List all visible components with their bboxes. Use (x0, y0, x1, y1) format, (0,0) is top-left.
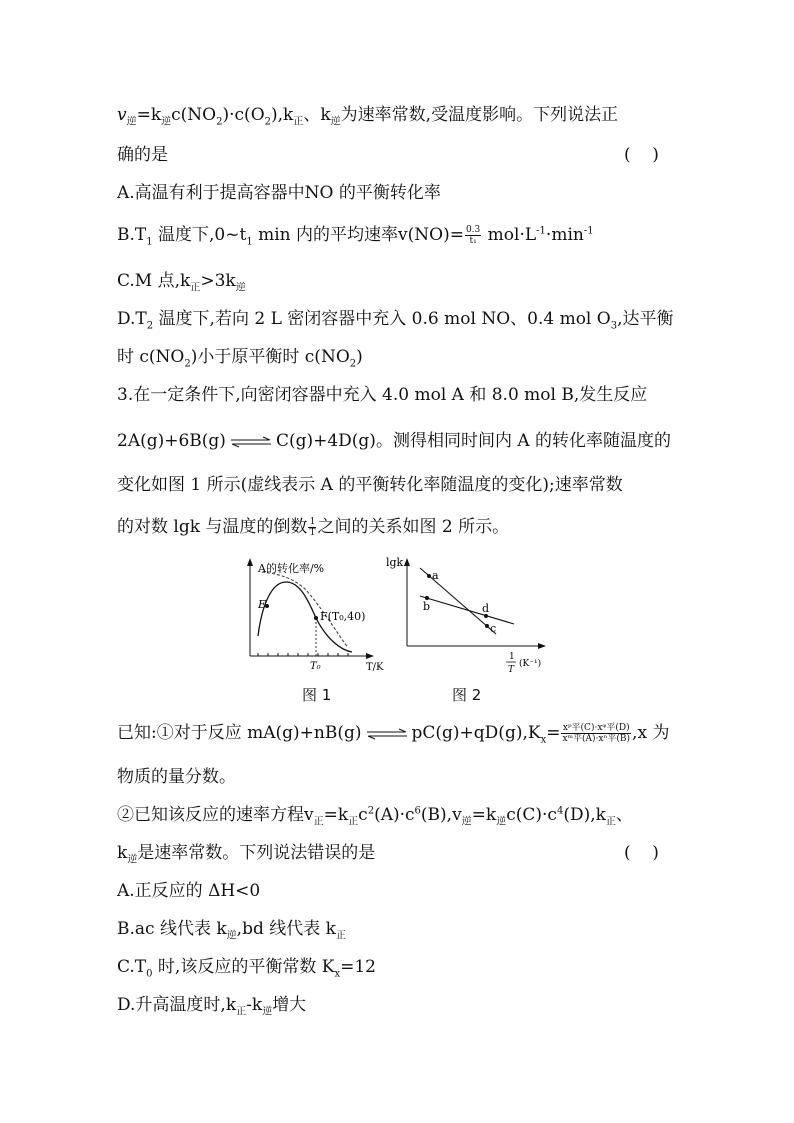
figure-2-x-axis-denominator: T (508, 665, 515, 675)
q3-stem-line3: 变化如图 1 所示(虚线表示 A 的平衡转化率随温度的变化);速率常数 (117, 475, 623, 495)
q2-option-d-line2: 时 $c(NO_2)$小于原平衡时 $c(NO_2)$ (117, 347, 363, 370)
equilibrium-constant-fraction: $\frac{\text{xᵖ平(C)·xᵠ平(D)}}{\text{xᵐ平(A)·xⁿ平(B)}}$ (562, 723, 631, 744)
q2-option-b-fraction: $\frac{0.3}{\text{t₁}}$ (465, 225, 481, 246)
q2-option-a: A.高温有利于提高容器中NO 的平衡转化率 (117, 183, 441, 203)
figure-1-caption: 图 1 (302, 686, 332, 704)
q2-option-d-line1: $D.T_2$ 温度下,若向 2 L 密闭容器中充入 0.6 mol NO、0.4 mol $O_3$,达平衡 (117, 309, 674, 332)
figure-1-tick-T0: T₀ (310, 661, 321, 672)
q3-option-b: B.ac 线代表 $k_逆,bd$ 线代表 $k_正$ (117, 919, 346, 942)
figure-2-label-b: b (423, 600, 431, 613)
figure-2 (386, 556, 546, 675)
figure-1-y-arrow-icon (247, 558, 253, 566)
figure-2-x-axis-unit: (K⁻¹) (519, 659, 542, 669)
figure-2-line-bd (420, 596, 514, 624)
figure-2-point-a-marker (427, 574, 431, 578)
q3-option-a: A.正反应的 ΔH<0 (117, 881, 261, 901)
q2-option-c: C.M 点$,k_正>3k_逆$ (117, 271, 246, 294)
q3-known-1-line1: 已知:①对于反应 mA(g)+nB(g) $pC(g)+qD(g),K_x=$ $\frac{\text{xᵖ平(C)·xᵠ平(D)}}{\text{xᵐ平(A)·xⁿ平(B)}}$ ,x 为 (117, 723, 670, 746)
figure-2-x-axis-numerator: 1 (509, 652, 515, 662)
figure-2-x-arrow-icon (538, 643, 546, 649)
figure-1-label-E: E (258, 598, 267, 611)
figures-panel (244, 552, 556, 684)
q3-stem-line4: 的对数 lgk 与温度的倒数 $\frac{1}{T}$ 之间的关系如图 2 所示。 (117, 517, 510, 538)
figure-1-x-arrow-icon (366, 653, 374, 659)
q3-option-c: $C.T_0$ 时,该反应的平衡常数 $K_x=12$ (117, 957, 376, 980)
figure-2-label-c: c (490, 622, 497, 635)
q3-known-2-line2: $k_逆$是速率常数。下列说法错误的是 (117, 843, 376, 866)
equilibrium-arrow-icon (365, 728, 409, 740)
figure-2-label-a: a (432, 569, 439, 582)
equilibrium-arrow-icon (229, 436, 273, 448)
figure-1-x-axis-label: T/K (366, 662, 384, 673)
figure-1-point-F-marker (314, 616, 318, 620)
q2-answer-bracket: ( ) (624, 145, 659, 165)
figure-2-point-c-marker (485, 624, 489, 628)
q3-stem-line1: 3.在一定条件下,向密闭容器中充入 4.0 mol A 和 8.0 mol B,发生反应 (117, 385, 648, 405)
q3-reciprocal-temperature-fraction: $\frac{1}{T}$ (309, 517, 316, 538)
figure-2-caption: 图 2 (452, 686, 482, 704)
figure-1-y-axis-label: A的转化率/% (258, 562, 325, 575)
figure-2-y-axis-label: lgk (386, 556, 404, 569)
q3-option-d: D.升高温度时$,k_正-k_逆$增大 (117, 995, 307, 1018)
q2-intro-line1: $v_逆=k_逆c(NO_2)\cdot c(O_2),k_正$、$k_逆$为速率常数,受温度影响。下列说法正 (117, 105, 619, 128)
q3-known-1-line2: 物质的量分数。 (117, 767, 236, 787)
q3-stem-line2: 2A(g)+6B(g) C(g)+4D(g)。测得相同时间内 A 的转化率随温度的 (117, 431, 672, 451)
q2-intro-line2: 确的是 (117, 145, 168, 165)
figure-1-label-F: F(T₀,40) (320, 610, 366, 623)
figure-2-label-d: d (482, 602, 490, 615)
figure-2-y-arrow-icon (404, 558, 410, 566)
q3-answer-bracket: ( ) (624, 843, 659, 863)
q3-known-2-line1: ②已知该反应的速率方程$v_正=k_正c^2(A)\cdot c^6(B),v_逆=k_逆c(C)\cdot c^4(D),k_正$、 (117, 805, 633, 828)
q2-option-b: $B.T_1$ 温度下$,0\sim t_1$ min 内的平均速率v(NO)= $\frac{0.3}{\text{t₁}}$ $mol\cdot L^{-1}\cdot\min^{-1}$ (117, 225, 594, 248)
figure-1 (247, 558, 384, 673)
